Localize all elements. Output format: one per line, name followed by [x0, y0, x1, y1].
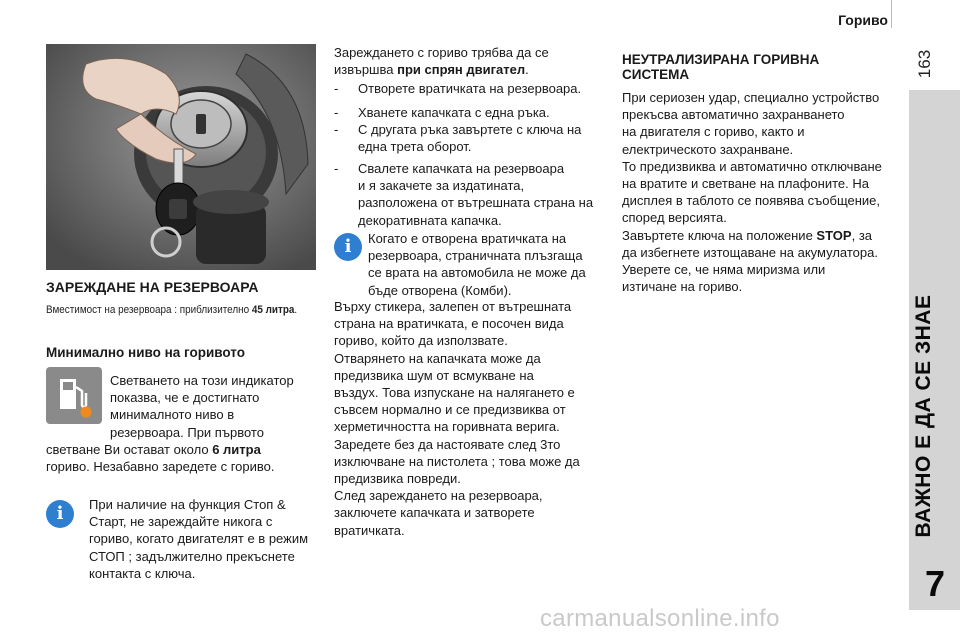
info-icon: i	[46, 500, 74, 528]
min-level-heading: Минимално ниво на горивото	[46, 345, 245, 360]
step-item: - С другата ръка завъртете с ключа на една трета оборот.	[334, 122, 582, 155]
chapter-title: ВАЖНО Е ДА СЕ ЗНАЕ	[912, 294, 935, 538]
fuel-cutoff-heading: НЕУТРАЛИЗИРАНА ГОРИВНА СИСТЕМА	[622, 52, 820, 82]
step-item: - Хванете капачката с една ръка.	[334, 105, 550, 120]
fuel-level-warning-icon	[46, 367, 102, 424]
header-divider	[891, 0, 892, 28]
indicator-text-cont: светване Ви остават около 6 литра гориво. Незабавно заредете с гориво.	[46, 442, 275, 475]
fuel-cutoff-text: При сериозен удар, специално устройство прекъсва автоматично захранването на двигателя с гориво, както и електрическото захранване. То предизвиква и автоматично отключване на вратите и светване на плафоните. На дисплея в таблото се появява съобщение, според версията. Завъртете ключа на положение STOP, за да избегнете изтощаване на акумулатора. Уверете се, че няма миризма или изтичане на гориво.	[622, 90, 882, 295]
chapter-number: 7	[924, 563, 946, 604]
tank-capacity: Вместимост на резервоара : приблизително 45 литра.	[46, 304, 298, 316]
indicator-text: Светването на този индикатор показва, че е достигнато минималното ниво в резервоара. При първото	[110, 373, 294, 440]
info-icon: i	[334, 233, 362, 261]
fuel-cap-photo	[46, 44, 316, 270]
refuel-intro: Зареждането с гориво трябва да се извършва при спрян двигател.	[334, 45, 549, 78]
step-item: - Отворете вратичката на резервоара.	[334, 81, 582, 96]
section-title: Гориво	[838, 12, 888, 28]
refuel-body: Върху стикера, залепен от вътрешната страна на вратичката, е посочен вида гориво, който да използвате. Отварянето на капачката може да предизвика шум от всмукване на въздух. Това изпускане на налягането е съвсем нормално и се предизвиква от херметичността на горивната верига. Заредете без да настоявате след 3то изключване на пистолета ; това може да предизвика повреди. След зареждането на резервоара, заключете капачката и затворете вратичката.	[334, 299, 580, 538]
refuel-heading: ЗАРЕЖДАНЕ НА РЕЗЕРВОАРА	[46, 279, 259, 295]
page-number: 163	[915, 49, 934, 79]
step-item: - Свалете капачката на резервоара и я закачете за издатината, разположена от вътрешната страна на декоративната капачка.	[334, 161, 594, 228]
watermark: carmanualsonline.info	[540, 605, 780, 632]
stop-start-note: При наличие на функция Стоп & Старт, не зареждайте никога с гориво, когато двигателят е в режим СТОП ; задължително прекъснете контакта с ключа.	[89, 497, 309, 581]
sliding-door-note: Когато е отворена вратичката на резервоара, страничната плъзгаща се врата на автомобила не може да бъде отворена (Комби).	[368, 231, 586, 298]
